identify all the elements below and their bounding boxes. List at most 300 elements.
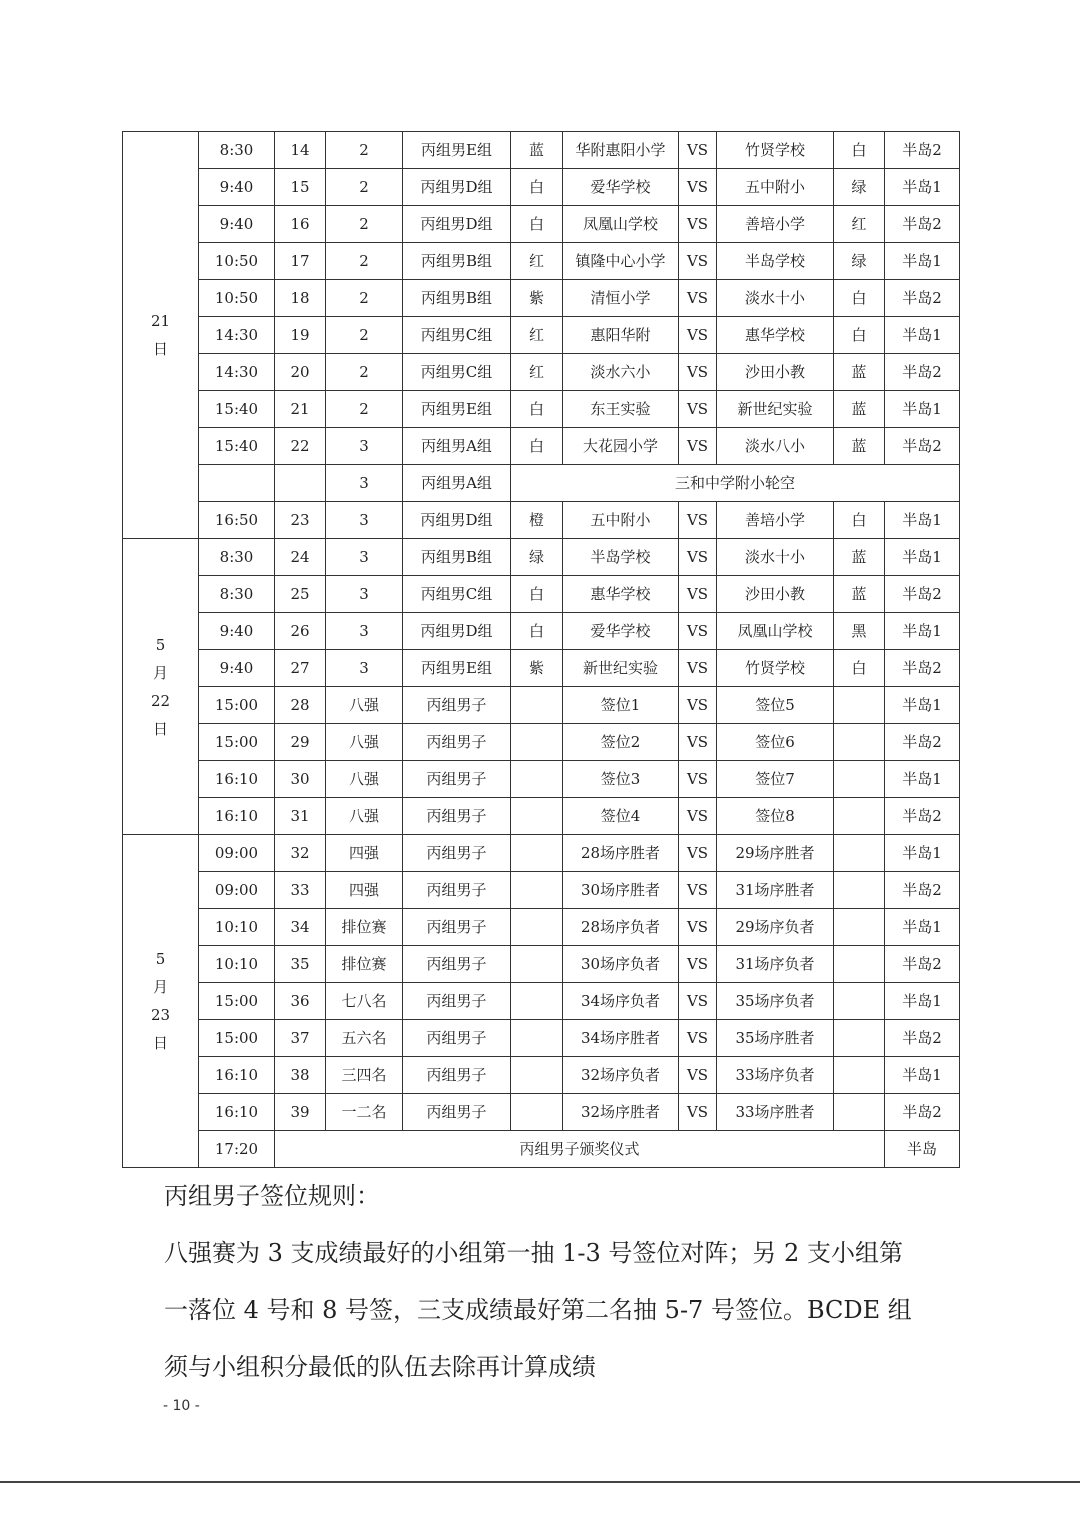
team2-cell: 33场序胜者 [717, 1094, 834, 1131]
venue-cell: 半岛2 [885, 576, 960, 613]
team2-color-cell [834, 835, 885, 872]
team1-cell: 30场序胜者 [563, 872, 679, 909]
team2-cell: 29场序胜者 [717, 835, 834, 872]
team2-cell: 凤凰山学校 [717, 613, 834, 650]
round-cell: 2 [326, 132, 403, 169]
group-cell: 丙组男D组 [403, 206, 511, 243]
team2-color-cell [834, 983, 885, 1020]
time-cell: 15:00 [199, 1020, 275, 1057]
team1-cell: 爱华学校 [563, 169, 679, 206]
team1-color-cell: 橙 [511, 502, 563, 539]
group-cell: 丙组男子 [403, 1057, 511, 1094]
table-row [123, 946, 960, 983]
round-cell: 七八名 [326, 983, 403, 1020]
round-cell: 八强 [326, 724, 403, 761]
venue-cell: 半岛2 [885, 428, 960, 465]
vs-cell: VS [679, 317, 717, 354]
round-cell: 2 [326, 169, 403, 206]
rules-heading: 丙组男子签位规则： [164, 1182, 380, 1210]
group-cell: 丙组男C组 [403, 576, 511, 613]
team2-cell: 善培小学 [717, 502, 834, 539]
group-cell: 丙组男子 [403, 946, 511, 983]
round-cell: 八强 [326, 761, 403, 798]
team2-cell: 善培小学 [717, 206, 834, 243]
time-cell: 16:10 [199, 1057, 275, 1094]
rules-line: 八强赛为 3 支成绩最好的小组第一抽 1-3 号签位对阵；另 2 支小组第 [164, 1239, 903, 1267]
team2-color-cell: 黑 [834, 613, 885, 650]
vs-cell: VS [679, 909, 717, 946]
team2-color-cell: 蓝 [834, 354, 885, 391]
vs-cell: VS [679, 539, 717, 576]
team1-cell: 30场序负者 [563, 946, 679, 983]
time-cell: 9:40 [199, 206, 275, 243]
time-cell: 09:00 [199, 872, 275, 909]
team1-cell: 五中附小 [563, 502, 679, 539]
match-number-cell: 20 [275, 354, 326, 391]
date-label-part: 5 [155, 950, 166, 968]
round-cell: 五六名 [326, 1020, 403, 1057]
vs-cell: VS [679, 502, 717, 539]
table-row [123, 465, 960, 502]
team2-cell: 竹贤学校 [717, 650, 834, 687]
date-label-part: 月 [152, 663, 168, 682]
time-cell: 10:50 [199, 243, 275, 280]
match-number-cell: 17 [275, 243, 326, 280]
vs-cell: VS [679, 206, 717, 243]
team2-color-cell: 蓝 [834, 539, 885, 576]
match-number-cell: 27 [275, 650, 326, 687]
vs-cell: VS [679, 354, 717, 391]
group-cell: 丙组男子 [403, 909, 511, 946]
time-cell: 15:40 [199, 391, 275, 428]
round-cell: 3 [326, 650, 403, 687]
team1-cell: 28场序负者 [563, 909, 679, 946]
rules-line: 一落位 4 号和 8 号签，三支成绩最好第二名抽 5-7 号签位。BCDE 组 [164, 1296, 912, 1324]
team1-cell: 东王实验 [563, 391, 679, 428]
time-cell [199, 465, 275, 502]
round-cell: 排位赛 [326, 946, 403, 983]
team1-color-cell [511, 1094, 563, 1131]
schedule-table [122, 131, 960, 1168]
team1-color-cell [511, 687, 563, 724]
vs-cell: VS [679, 650, 717, 687]
venue-cell: 半岛1 [885, 613, 960, 650]
group-cell: 丙组男B组 [403, 243, 511, 280]
table-row [123, 169, 960, 206]
team1-cell: 28场序胜者 [563, 835, 679, 872]
match-number-cell: 33 [275, 872, 326, 909]
group-cell: 丙组男子 [403, 798, 511, 835]
group-cell: 丙组男D组 [403, 169, 511, 206]
bottom-divider [0, 1481, 1080, 1483]
team1-cell: 凤凰山学校 [563, 206, 679, 243]
vs-cell: VS [679, 243, 717, 280]
round-cell: 2 [326, 243, 403, 280]
team2-color-cell [834, 724, 885, 761]
group-cell: 丙组男子 [403, 761, 511, 798]
venue-cell: 半岛1 [885, 687, 960, 724]
round-cell: 2 [326, 280, 403, 317]
team1-color-cell [511, 1020, 563, 1057]
team1-color-cell: 红 [511, 243, 563, 280]
time-cell: 9:40 [199, 169, 275, 206]
round-cell: 3 [326, 576, 403, 613]
match-number-cell: 26 [275, 613, 326, 650]
date-label-part: 日 [152, 719, 168, 738]
team1-cell: 签位1 [563, 687, 679, 724]
team2-cell: 淡水十小 [717, 280, 834, 317]
team1-color-cell: 绿 [511, 539, 563, 576]
team2-color-cell: 绿 [834, 169, 885, 206]
date-label-part: 月 [152, 978, 168, 996]
match-number-cell [275, 465, 326, 502]
team1-color-cell: 白 [511, 206, 563, 243]
team2-cell: 沙田小教 [717, 354, 834, 391]
date-label-part: 5 [155, 635, 166, 654]
time-cell: 14:30 [199, 354, 275, 391]
table-row [123, 576, 960, 613]
time-cell: 9:40 [199, 613, 275, 650]
match-number-cell: 25 [275, 576, 326, 613]
date-cell [123, 539, 199, 835]
group-cell: 丙组男D组 [403, 502, 511, 539]
table-row [123, 1057, 960, 1094]
time-cell: 8:30 [199, 539, 275, 576]
team1-cell: 半岛学校 [563, 539, 679, 576]
group-cell: 丙组男C组 [403, 354, 511, 391]
team2-color-cell [834, 946, 885, 983]
group-cell: 丙组男E组 [403, 132, 511, 169]
team2-cell: 五中附小 [717, 169, 834, 206]
table-row [123, 983, 960, 1020]
team2-color-cell: 蓝 [834, 576, 885, 613]
vs-cell: VS [679, 1020, 717, 1057]
time-cell: 16:10 [199, 1094, 275, 1131]
team1-cell: 签位3 [563, 761, 679, 798]
venue-cell: 半岛1 [885, 983, 960, 1020]
bye-note-cell: 三和中学附小轮空 [511, 465, 960, 502]
team1-color-cell [511, 761, 563, 798]
team1-color-cell: 蓝 [511, 132, 563, 169]
match-number-cell: 28 [275, 687, 326, 724]
match-number-cell: 39 [275, 1094, 326, 1131]
round-cell: 四强 [326, 872, 403, 909]
venue-cell: 半岛2 [885, 280, 960, 317]
team2-color-cell: 绿 [834, 243, 885, 280]
table-row [123, 354, 960, 391]
team1-cell: 惠华学校 [563, 576, 679, 613]
round-cell: 3 [326, 539, 403, 576]
venue-cell: 半岛1 [885, 391, 960, 428]
venue-cell: 半岛1 [885, 909, 960, 946]
round-cell: 3 [326, 502, 403, 539]
table-row [123, 724, 960, 761]
table-row [123, 650, 960, 687]
team2-color-cell: 白 [834, 650, 885, 687]
table-row [123, 428, 960, 465]
team2-cell: 新世纪实验 [717, 391, 834, 428]
round-cell: 排位赛 [326, 909, 403, 946]
vs-cell: VS [679, 983, 717, 1020]
team1-color-cell [511, 983, 563, 1020]
vs-cell: VS [679, 946, 717, 983]
team2-cell: 35场序胜者 [717, 1020, 834, 1057]
time-cell: 10:10 [199, 946, 275, 983]
team1-color-cell: 红 [511, 354, 563, 391]
group-cell: 丙组男子 [403, 835, 511, 872]
group-cell: 丙组男C组 [403, 317, 511, 354]
team1-cell: 34场序胜者 [563, 1020, 679, 1057]
time-cell: 15:00 [199, 983, 275, 1020]
date-label-part: 日 [152, 340, 168, 358]
team2-color-cell: 白 [834, 317, 885, 354]
vs-cell: VS [679, 391, 717, 428]
venue-cell: 半岛2 [885, 1020, 960, 1057]
match-number-cell: 14 [275, 132, 326, 169]
time-cell: 16:10 [199, 761, 275, 798]
team2-cell: 沙田小教 [717, 576, 834, 613]
venue-cell: 半岛2 [885, 872, 960, 909]
table-row [123, 391, 960, 428]
match-number-cell: 32 [275, 835, 326, 872]
match-number-cell: 23 [275, 502, 326, 539]
team2-color-cell [834, 798, 885, 835]
table-row [123, 132, 960, 169]
table-row [123, 243, 960, 280]
team1-cell: 镇隆中心小学 [563, 243, 679, 280]
group-cell: 丙组男子 [403, 1094, 511, 1131]
table-row [123, 539, 960, 576]
venue-cell: 半岛1 [885, 835, 960, 872]
team2-cell: 33场序负者 [717, 1057, 834, 1094]
round-cell: 三四名 [326, 1057, 403, 1094]
team2-cell: 签位5 [717, 687, 834, 724]
team1-cell: 大花园小学 [563, 428, 679, 465]
group-cell: 丙组男E组 [403, 650, 511, 687]
table-row [123, 835, 960, 872]
team1-color-cell: 红 [511, 317, 563, 354]
group-cell: 丙组男A组 [403, 428, 511, 465]
round-cell: 3 [326, 465, 403, 502]
round-cell: 2 [326, 317, 403, 354]
vs-cell: VS [679, 1057, 717, 1094]
time-cell: 9:40 [199, 650, 275, 687]
date-label-part: 23 [150, 1006, 171, 1024]
team2-color-cell [834, 872, 885, 909]
venue-cell: 半岛2 [885, 724, 960, 761]
team2-color-cell: 白 [834, 502, 885, 539]
team1-color-cell: 紫 [511, 280, 563, 317]
team1-color-cell [511, 1057, 563, 1094]
group-cell: 丙组男子 [403, 687, 511, 724]
team2-cell: 35场序负者 [717, 983, 834, 1020]
vs-cell: VS [679, 724, 717, 761]
match-number-cell: 29 [275, 724, 326, 761]
round-cell: 八强 [326, 687, 403, 724]
table-row [123, 317, 960, 354]
match-number-cell: 21 [275, 391, 326, 428]
team1-color-cell: 白 [511, 391, 563, 428]
table-row [123, 909, 960, 946]
venue-cell: 半岛2 [885, 798, 960, 835]
round-cell: 2 [326, 206, 403, 243]
table-row [123, 502, 960, 539]
vs-cell: VS [679, 761, 717, 798]
team2-cell: 签位6 [717, 724, 834, 761]
table-row [123, 1094, 960, 1131]
team1-color-cell [511, 724, 563, 761]
match-number-cell: 16 [275, 206, 326, 243]
vs-cell: VS [679, 835, 717, 872]
match-number-cell: 18 [275, 280, 326, 317]
team2-color-cell: 蓝 [834, 391, 885, 428]
vs-cell: VS [679, 132, 717, 169]
time-cell: 14:30 [199, 317, 275, 354]
venue-cell: 半岛1 [885, 1057, 960, 1094]
team1-cell: 清恒小学 [563, 280, 679, 317]
table-row [123, 872, 960, 909]
table-row [123, 687, 960, 724]
team1-color-cell [511, 798, 563, 835]
time-cell: 10:50 [199, 280, 275, 317]
group-cell: 丙组男子 [403, 983, 511, 1020]
team2-cell: 31场序负者 [717, 946, 834, 983]
group-cell: 丙组男E组 [403, 391, 511, 428]
date-cell [123, 132, 199, 539]
vs-cell: VS [679, 280, 717, 317]
round-cell: 2 [326, 354, 403, 391]
venue-cell: 半岛2 [885, 354, 960, 391]
vs-cell: VS [679, 1094, 717, 1131]
team1-color-cell: 白 [511, 428, 563, 465]
group-cell: 丙组男子 [403, 872, 511, 909]
match-number-cell: 35 [275, 946, 326, 983]
date-label-part: 日 [152, 1034, 168, 1052]
round-cell: 2 [326, 391, 403, 428]
team1-color-cell: 白 [511, 613, 563, 650]
team1-cell: 新世纪实验 [563, 650, 679, 687]
venue-cell: 半岛1 [885, 317, 960, 354]
time-cell: 8:30 [199, 576, 275, 613]
time-cell: 8:30 [199, 132, 275, 169]
team1-cell: 签位2 [563, 724, 679, 761]
group-cell: 丙组男B组 [403, 539, 511, 576]
team1-cell: 34场序负者 [563, 983, 679, 1020]
rules-line: 须与小组积分最低的队伍去除再计算成绩 [164, 1353, 596, 1381]
match-number-cell: 19 [275, 317, 326, 354]
vs-cell: VS [679, 798, 717, 835]
table-row [123, 761, 960, 798]
team1-color-cell: 紫 [511, 650, 563, 687]
group-cell: 丙组男D组 [403, 613, 511, 650]
team1-color-cell [511, 909, 563, 946]
venue-cell: 半岛2 [885, 1094, 960, 1131]
team2-cell: 签位7 [717, 761, 834, 798]
team1-cell: 爱华学校 [563, 613, 679, 650]
table-row [123, 1131, 960, 1168]
team2-color-cell: 红 [834, 206, 885, 243]
match-number-cell: 38 [275, 1057, 326, 1094]
team1-color-cell [511, 872, 563, 909]
team2-color-cell [834, 909, 885, 946]
vs-cell: VS [679, 576, 717, 613]
team2-cell: 半岛学校 [717, 243, 834, 280]
team1-color-cell [511, 835, 563, 872]
page-number: - 10 - [163, 1398, 200, 1414]
team1-cell: 签位4 [563, 798, 679, 835]
table-row [123, 206, 960, 243]
team2-cell: 淡水八小 [717, 428, 834, 465]
vs-cell: VS [679, 687, 717, 724]
venue-cell: 半岛2 [885, 650, 960, 687]
vs-cell: VS [679, 169, 717, 206]
round-cell: 3 [326, 613, 403, 650]
round-cell: 四强 [326, 835, 403, 872]
round-cell: 八强 [326, 798, 403, 835]
venue-cell: 半岛1 [885, 761, 960, 798]
venue-cell: 半岛 [885, 1131, 960, 1168]
venue-cell: 半岛1 [885, 243, 960, 280]
team1-color-cell: 白 [511, 576, 563, 613]
team2-color-cell [834, 1020, 885, 1057]
team2-cell: 惠华学校 [717, 317, 834, 354]
team2-color-cell [834, 1094, 885, 1131]
team2-color-cell [834, 1057, 885, 1094]
group-cell: 丙组男B组 [403, 280, 511, 317]
team1-cell: 惠阳华附 [563, 317, 679, 354]
group-cell: 丙组男子 [403, 1020, 511, 1057]
time-cell: 15:00 [199, 724, 275, 761]
venue-cell: 半岛2 [885, 132, 960, 169]
date-label-part: 22 [150, 691, 171, 710]
time-cell: 17:20 [199, 1131, 275, 1168]
venue-cell: 半岛1 [885, 502, 960, 539]
team2-color-cell [834, 761, 885, 798]
team2-color-cell: 蓝 [834, 428, 885, 465]
table-row [123, 798, 960, 835]
match-number-cell: 30 [275, 761, 326, 798]
team1-cell: 华附惠阳小学 [563, 132, 679, 169]
table-row [123, 280, 960, 317]
team2-cell: 淡水十小 [717, 539, 834, 576]
time-cell: 16:10 [199, 798, 275, 835]
match-number-cell: 36 [275, 983, 326, 1020]
team1-cell: 淡水六小 [563, 354, 679, 391]
group-cell: 丙组男子 [403, 724, 511, 761]
venue-cell: 半岛1 [885, 169, 960, 206]
match-number-cell: 31 [275, 798, 326, 835]
team1-cell: 32场序负者 [563, 1057, 679, 1094]
team2-color-cell: 白 [834, 280, 885, 317]
team1-color-cell [511, 946, 563, 983]
date-label-part: 21 [150, 312, 171, 330]
team2-cell: 29场序负者 [717, 909, 834, 946]
team2-cell: 31场序胜者 [717, 872, 834, 909]
vs-cell: VS [679, 613, 717, 650]
match-number-cell: 34 [275, 909, 326, 946]
time-cell: 16:50 [199, 502, 275, 539]
team2-cell: 签位8 [717, 798, 834, 835]
ceremony-cell: 丙组男子颁奖仪式 [275, 1131, 885, 1168]
venue-cell: 半岛2 [885, 206, 960, 243]
time-cell: 10:10 [199, 909, 275, 946]
vs-cell: VS [679, 872, 717, 909]
time-cell: 09:00 [199, 835, 275, 872]
time-cell: 15:40 [199, 428, 275, 465]
match-number-cell: 22 [275, 428, 326, 465]
venue-cell: 半岛1 [885, 539, 960, 576]
seeding-rules [164, 1168, 964, 1396]
